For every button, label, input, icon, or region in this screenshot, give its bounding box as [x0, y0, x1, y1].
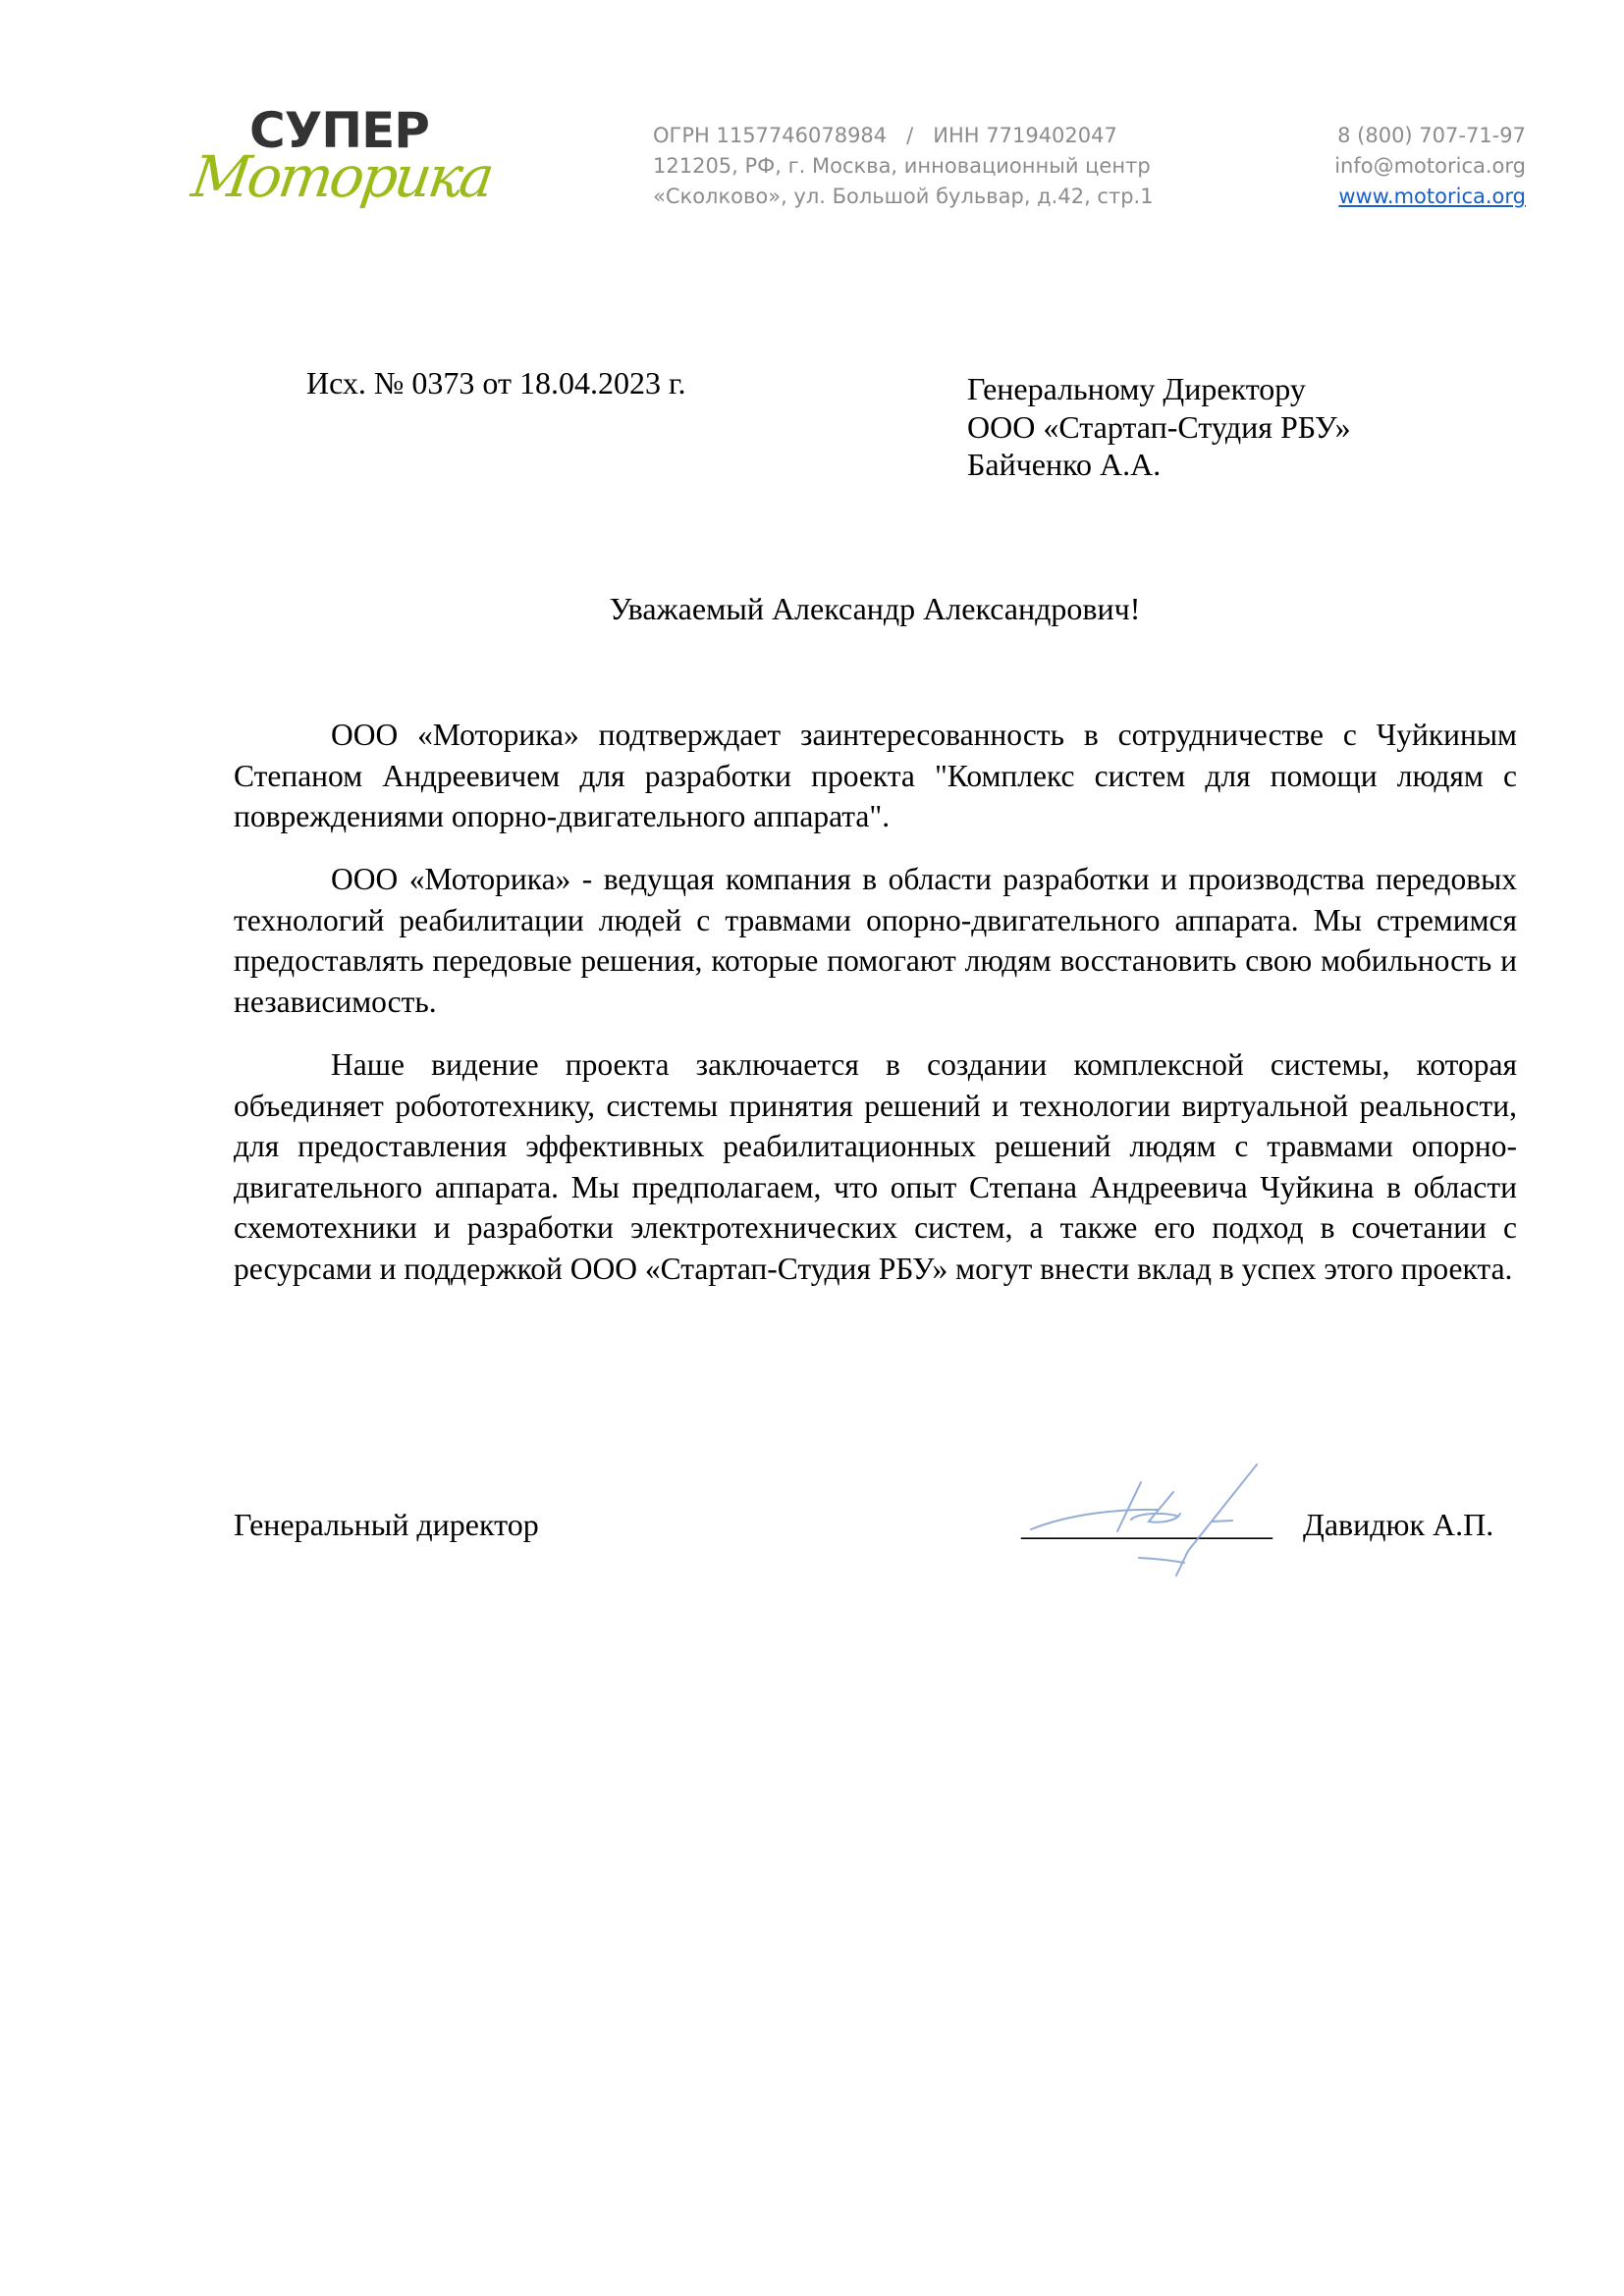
outgoing-reference: Исх. № 0373 от 18.04.2023 г.: [306, 365, 686, 400]
requisites-line: ОГРН 1157746078984 / ИНН 7719402047: [653, 124, 1117, 147]
signature-line: ________________: [1021, 1507, 1272, 1542]
recipient-block: [967, 370, 1351, 484]
email: info@motorica.org: [1334, 154, 1526, 178]
phone: 8 (800) 707-71-97: [1337, 124, 1526, 147]
requisites-line: «Сколково», ул. Большой бульвар, д.42, стр.1: [653, 185, 1154, 208]
recipient-line: Генеральному Директору: [967, 371, 1306, 406]
requisites-line: 121205, РФ, г. Москва, инновационный центр: [653, 154, 1151, 178]
website-link[interactable]: www.motorica.org: [1338, 185, 1526, 208]
greeting: Уважаемый Александр Александрович!: [609, 591, 1141, 626]
paragraph: ООО «Моторика» - ведущая компания в области разработки и производства передовых технологий реабилитации людей с травмами опорно-двигательного аппарата. Мы стремимся предоставлять передовые решения, которые помогают людям восстановить свою мобильность и независимость.: [234, 862, 1517, 1019]
logo-text-super: СУПЕР: [249, 102, 429, 159]
paragraph: Наше видение проекта заключается в создании комплексной системы, которая объединяет робототехнику, системы принятия решений и технологии виртуальной реальности, для предоставления эффективных реабилитационных решений людям с травмами опорно-двигательного аппарата. Мы предполагаем, что опыт Степана Андреевича Чуйкина в области схемотехники и разработки электротехнических систем, а также его подход в сочетании с ресурсами и поддержкой ООО «Стартап-Студия РБУ» могут внести вклад в успех этого проекта.: [234, 1047, 1517, 1286]
handwritten-signature: [1011, 1453, 1286, 1590]
company-requisites: [653, 121, 1154, 212]
recipient-line: ООО «Стартап-Студия РБУ»: [967, 408, 1351, 445]
signer-name: Давидюк А.П.: [1303, 1507, 1494, 1542]
recipient-line: Байченко А.А.: [967, 447, 1162, 482]
signer-title: Генеральный директор: [234, 1507, 539, 1542]
paragraph: ООО «Моторика» подтверждает заинтересованность в сотрудничестве с Чуйкиным Степаном Андреевичем для разработки проекта "Комплекс систем для помощи людям с повреждениями опорно-двигательного аппарата".: [234, 718, 1517, 833]
company-contacts: [1334, 121, 1526, 212]
company-logo: [188, 102, 496, 229]
logo-text-motorica: Моторика: [188, 143, 496, 210]
